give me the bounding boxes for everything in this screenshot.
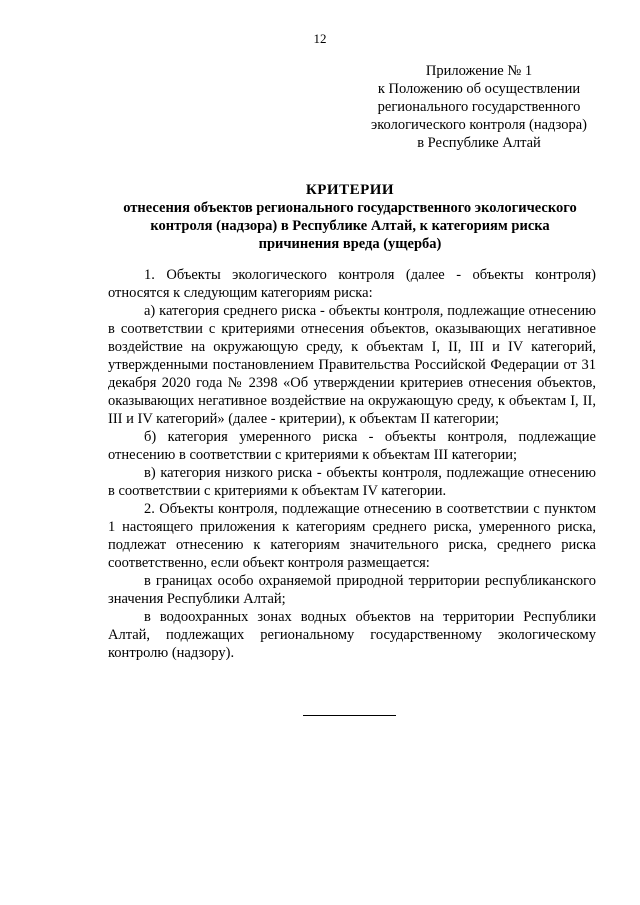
appendix-line: Приложение № 1 xyxy=(425,63,533,79)
paragraph-1: 1. Объекты экологического контроля (далее - объекты контроля) относятся к следующим категориям риска: xyxy=(108,267,596,301)
appendix-line: регионального государственного xyxy=(377,99,581,115)
paragraph-2: 2. Объекты контроля, подлежащие отнесению в соответствии с пунктом 1 настоящего приложения к категориям среднего риска, умеренного риска, подлежат отнесению к категориям значительного риска, среднего риска соответственно, если объект контроля размещается: xyxy=(108,501,596,571)
document-heading xyxy=(100,181,600,253)
paragraph-bullet-1: в границах особо охраняемой природной территории республиканского значения Республики Алтай; xyxy=(108,573,596,607)
appendix-line: экологического контроля (надзора) xyxy=(371,117,587,133)
paragraph-item-c: в) категория низкого риска - объекты контроля, подлежащие отнесению в соответствии с критериями к объектам IV категории. xyxy=(108,465,596,499)
heading-subtitle-line: отнесения объектов регионального государственного экологического xyxy=(123,200,577,216)
appendix-reference xyxy=(355,62,603,152)
heading-title: КРИТЕРИИ xyxy=(305,182,395,198)
document-body xyxy=(108,266,596,662)
page-number: 12 xyxy=(313,31,327,46)
end-separator-line xyxy=(303,715,396,716)
paragraph-item-b: б) категория умеренного риска - объекты контроля, подлежащие отнесению в соответствии с критериями к объектам III категории; xyxy=(108,429,596,463)
paragraph-bullet-2: в водоохранных зонах водных объектов на территории Республики Алтай, подлежащих региональному государственному экологическому контролю (надзору). xyxy=(108,609,596,661)
paragraph-item-a: а) категория среднего риска - объекты контроля, подлежащие отнесению в соответствии с критериями отнесения объектов, оказывающих негативное воздействие на окружающую среду, к объектам I, II, III и IV категорий, утвержденными постановлением Правительства Российской Федерации от 31 декабря 2020 года № 2398 «Об утверждении критериев отнесения объектов, оказывающих негативное воздействие на окружающую среду, к объектам I, II, III и IV категорий» (далее - критерии), к объектам II категории; xyxy=(108,303,596,427)
heading-subtitle-line: причинения вреда (ущерба) xyxy=(258,236,442,252)
appendix-line: к Положению об осуществлении xyxy=(377,81,581,97)
heading-subtitle-line: контроля (надзора) в Республике Алтай, к категориям риска xyxy=(150,218,550,234)
appendix-line: в Республике Алтай xyxy=(417,135,541,151)
heading-subtitle xyxy=(100,199,600,253)
